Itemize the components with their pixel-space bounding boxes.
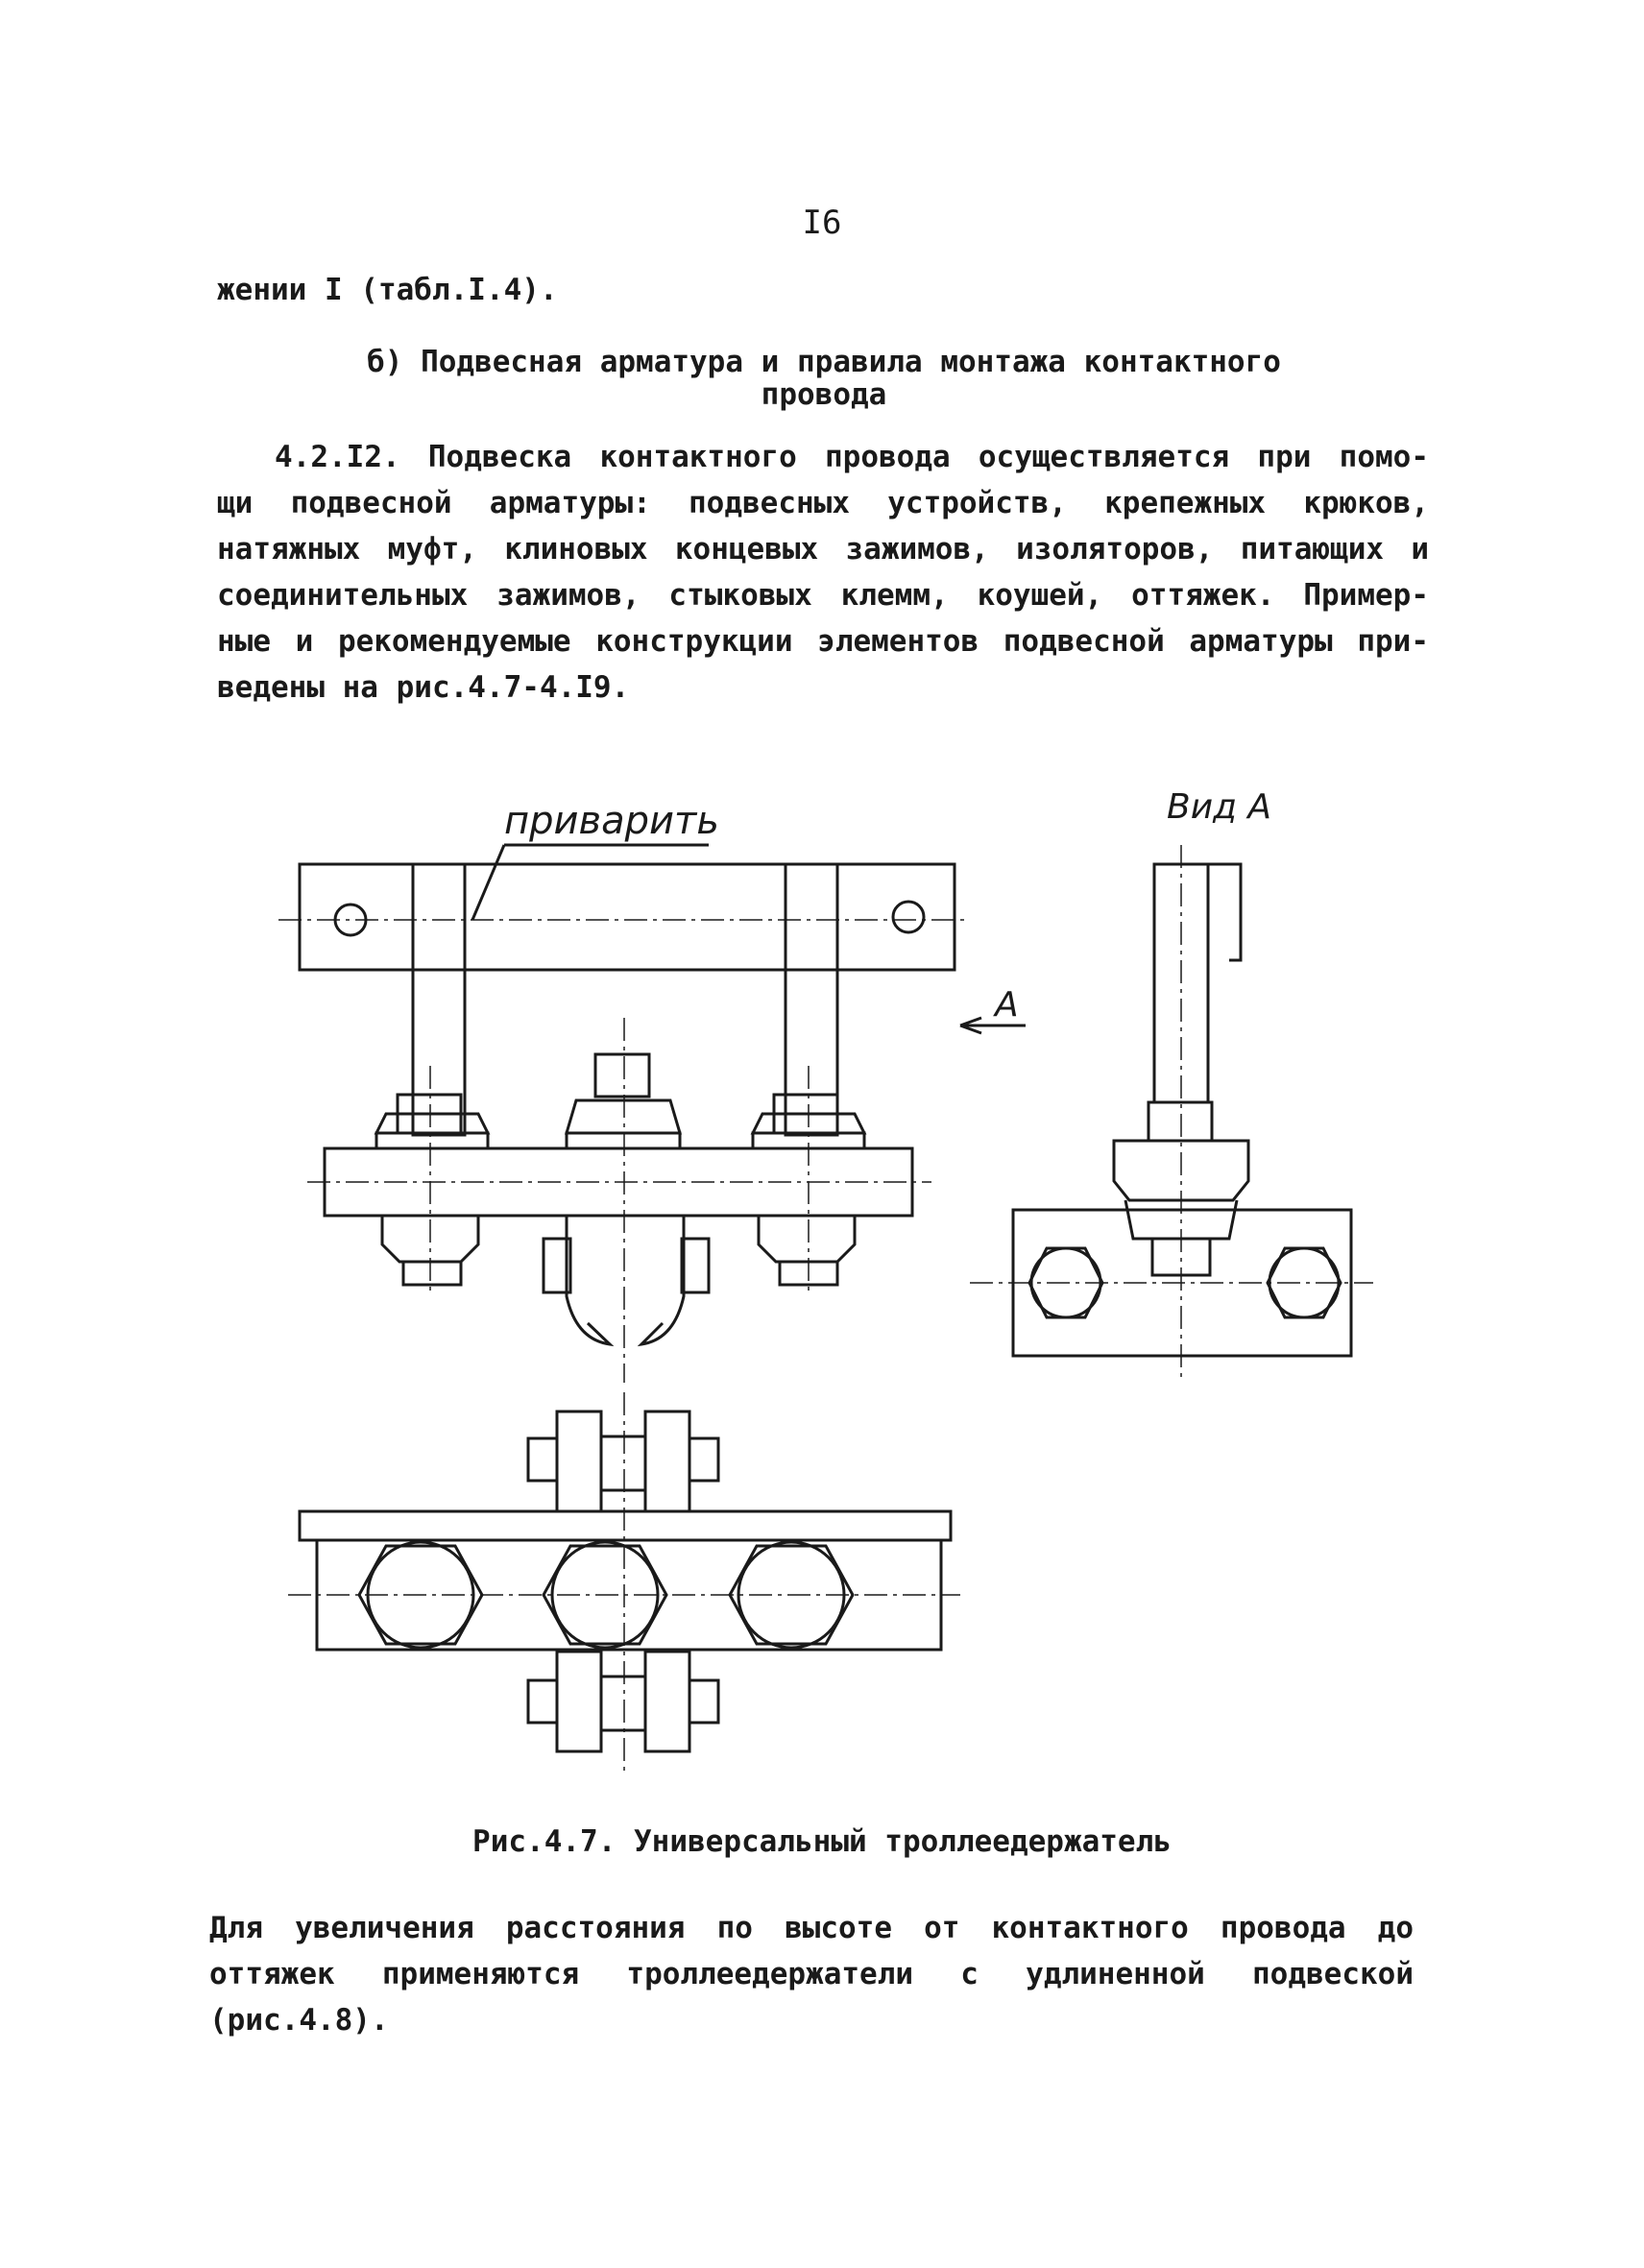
intro-line xyxy=(217,267,1431,313)
top-view-plate xyxy=(300,1511,951,1540)
arrow-a-label: А xyxy=(995,985,1019,1025)
weld-label: приварить xyxy=(504,799,719,843)
figure-caption: Рис.4.7. Универсальный троллеедержатель xyxy=(472,1824,1172,1859)
figure-drawing xyxy=(0,759,1644,1796)
page-number: I6 xyxy=(802,204,842,242)
paragraph-main-line: ные и рекомендуемые конструкции элементов подвесной арматуры при- xyxy=(217,624,1429,659)
paragraph-end-line: Для увеличения расстояния по высоте от контактного провода до xyxy=(209,1911,1414,1945)
top-bar xyxy=(300,864,955,970)
paragraph-main xyxy=(217,434,1429,711)
top-view xyxy=(288,1392,960,1776)
paragraph-main-line: соединительных зажимов, стыковых клемм, коушей, оттяжек. Пример- xyxy=(217,578,1429,613)
view-a xyxy=(970,845,1373,1383)
view-a-label: Вид А xyxy=(1167,787,1272,827)
paragraph-main-line: натяжных муфт, клиновых концевых зажимов, изоляторов, питающих и xyxy=(217,532,1429,567)
bolt-hole-right xyxy=(893,902,924,932)
heading-line-2: провода xyxy=(761,377,887,412)
front-view xyxy=(278,845,1026,1383)
paragraph-main-line: ведены на рис.4.7-4.I9. xyxy=(217,670,630,705)
intro-text: жении I (табл.I.4). xyxy=(217,273,558,307)
heading-line-1: б) Подвесная арматура и правила монтажа контактного xyxy=(367,345,1281,379)
paragraph-main-line: щи подвесной арматуры: подвесных устройств, крепежных крюков, xyxy=(217,486,1429,520)
paragraph-main-line: 4.2.I2. Подвеска контактного провода осуществляется при помо- xyxy=(275,440,1429,474)
paragraph-end-line: (рис.4.8). xyxy=(209,2003,389,2038)
paragraph-end xyxy=(209,1905,1414,2043)
paragraph-end-line: оттяжек применяются троллеедержатели с удлиненной подвеской xyxy=(209,1957,1414,1991)
section-heading xyxy=(217,344,1431,412)
